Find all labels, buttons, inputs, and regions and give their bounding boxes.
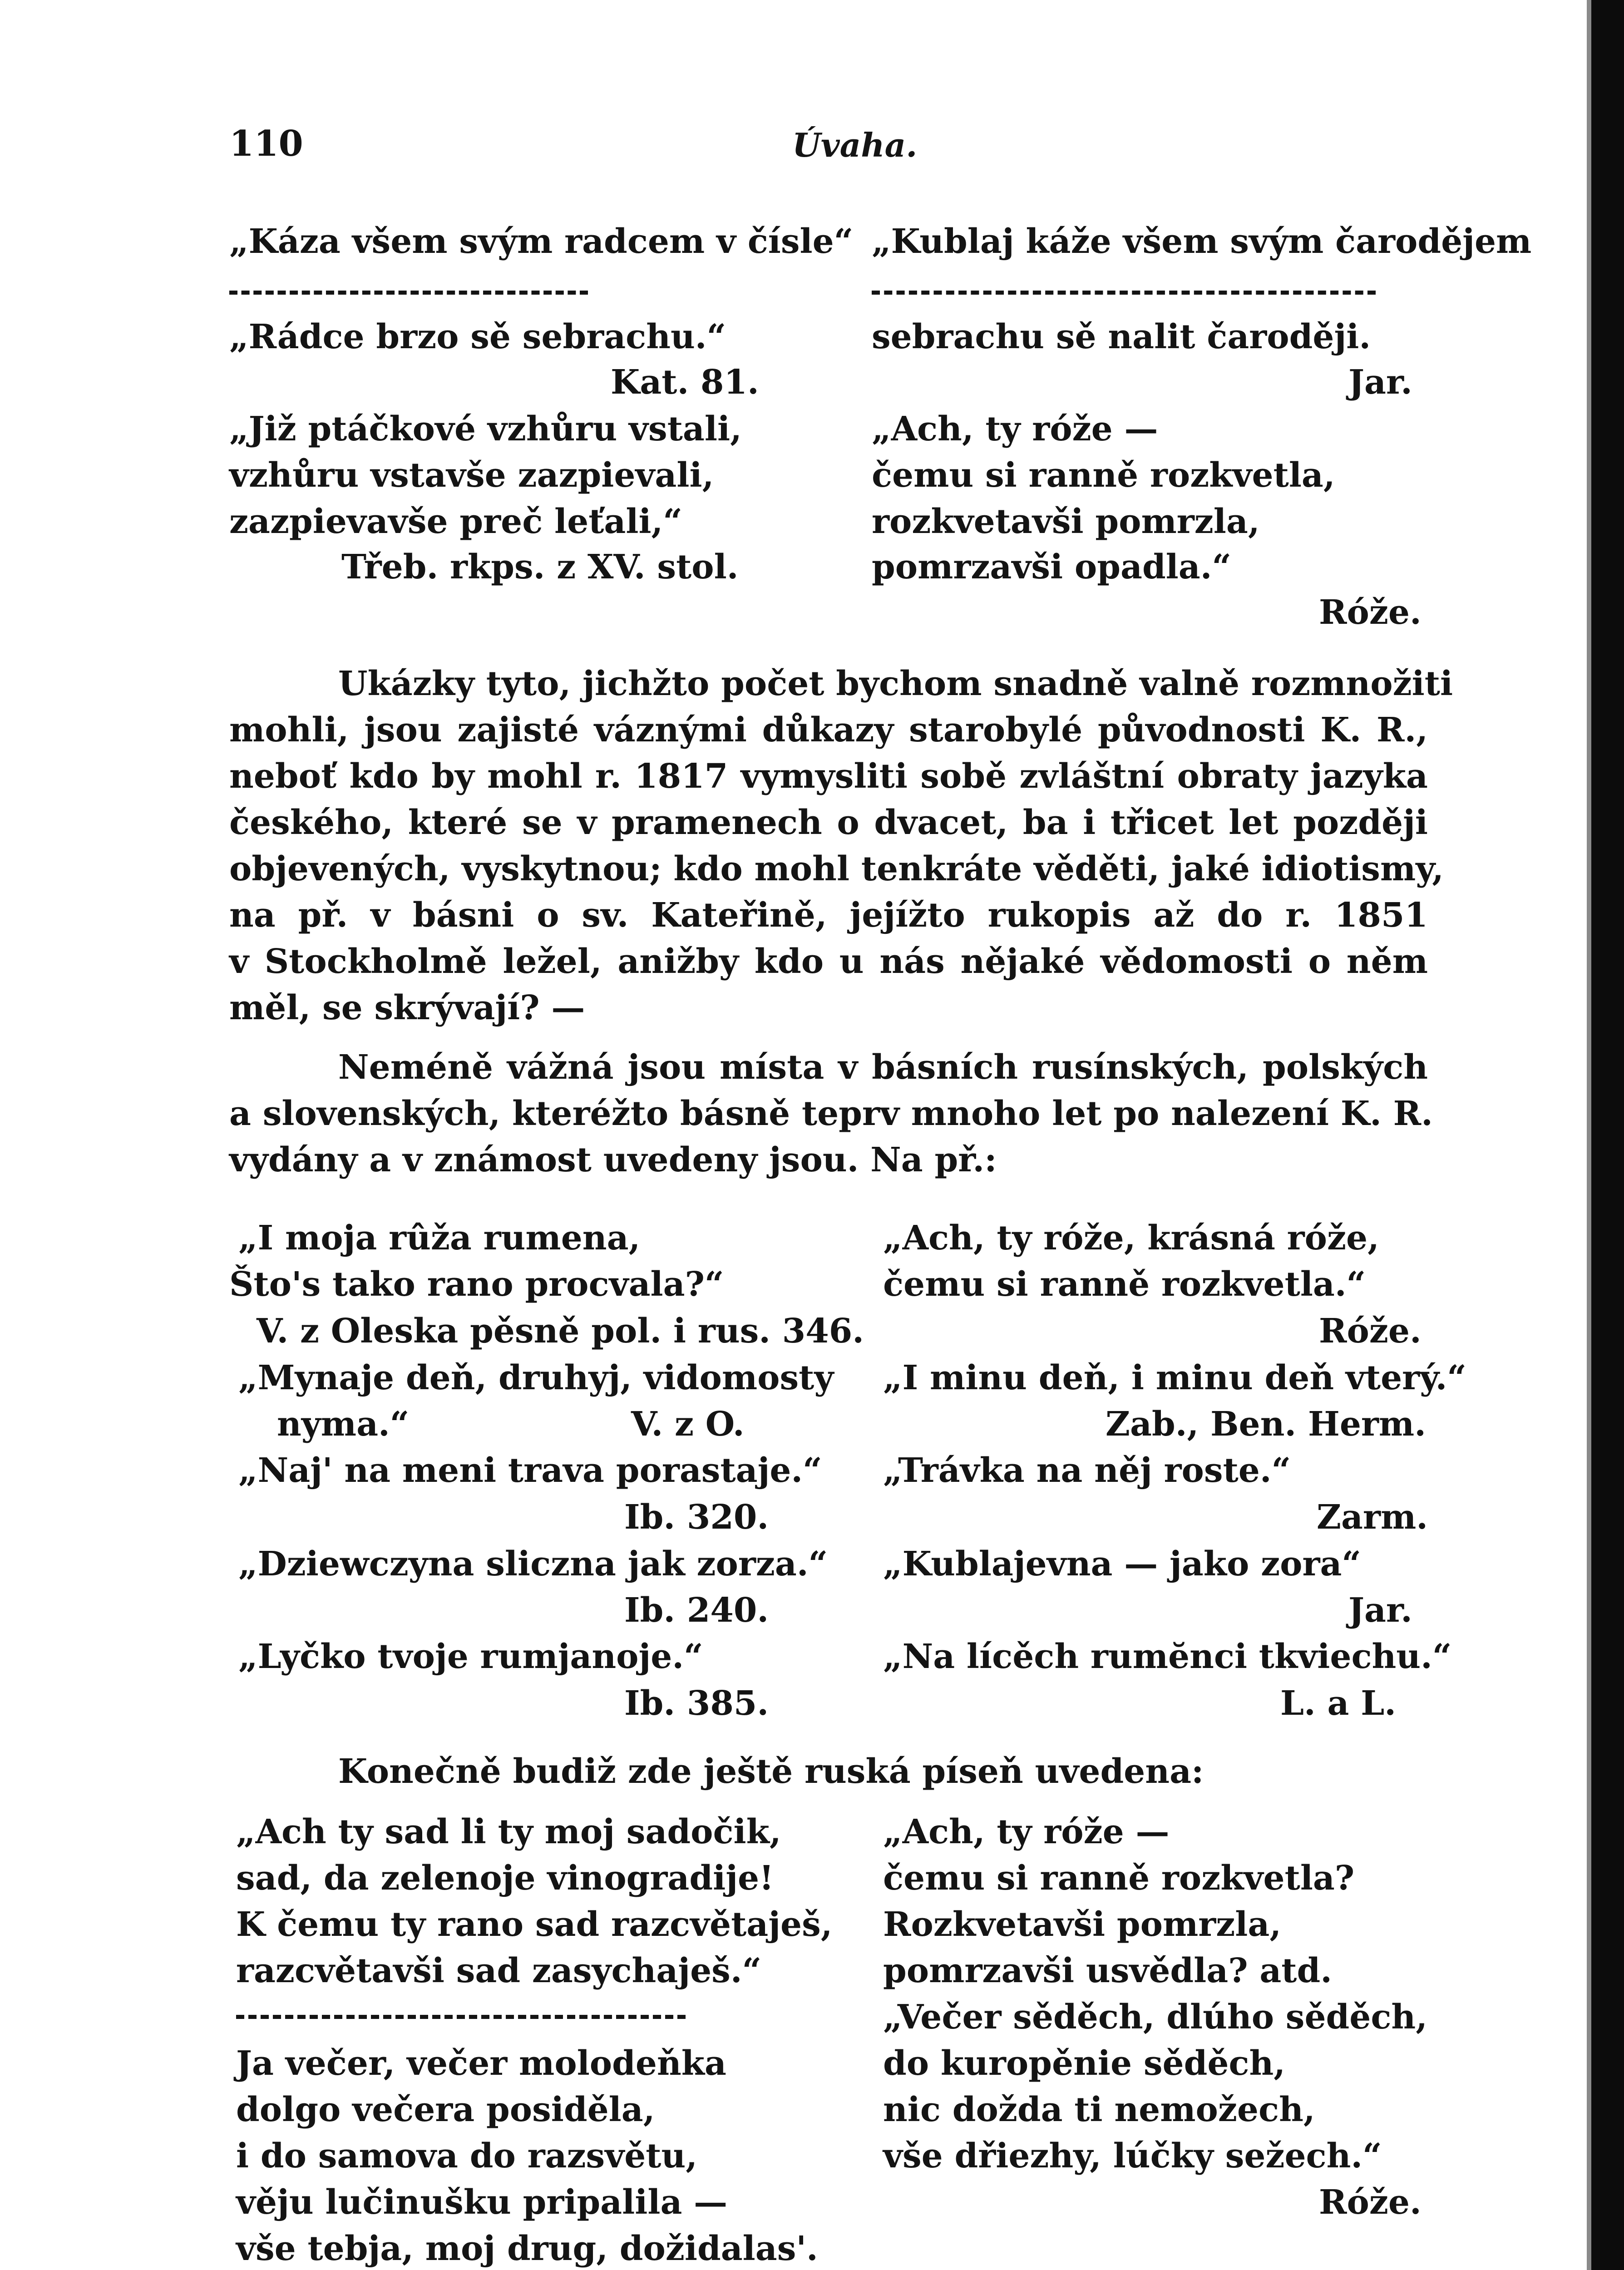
paragraph-line: Ukázky tyto, jichžto počet bychom snadně valně rozmnožiti xyxy=(338,664,1453,703)
source-citation: V. z O. xyxy=(631,1405,745,1444)
source-citation: L. a L. xyxy=(1280,1684,1397,1723)
source-citation: Ib. 240. xyxy=(624,1591,769,1630)
body-paragraph xyxy=(229,661,1453,1031)
verse-line: nyma.“ xyxy=(277,1405,410,1444)
paragraph-line: na př. v básni o sv. Kateřině, jejížto rukopis až do r. 1851 xyxy=(229,896,1428,935)
verse-line: vzhůru vstavše zazpievali, xyxy=(229,456,714,495)
verse-line: „Kublajevna — jako zora“ xyxy=(883,1545,1361,1584)
paragraph-line: objevených, vyskytnou; kdo mohl tenkráte věděti, jaké idiotismy, xyxy=(229,849,1444,888)
source-citation: Ib. 320. xyxy=(624,1498,769,1537)
paragraph-line: měl, se skrývají? — xyxy=(229,988,585,1027)
verse-line: „Ach, ty róže, krásná róže, xyxy=(883,1219,1379,1258)
verse-line: Što's tako rano procvala?“ xyxy=(229,1265,724,1304)
ellipsis-rule xyxy=(236,2015,686,2019)
paragraph-line: a slovenských, kteréžto básně teprv mnoho let po nalezení K. R. xyxy=(229,1094,1433,1133)
paragraph-line: vydány a v známost uvedeny jsou. Na př.: xyxy=(229,1140,997,1179)
verse-line: „Trávka na něj roste.“ xyxy=(883,1451,1291,1490)
running-title: Úvaha. xyxy=(792,126,918,164)
source-citation: Róže. xyxy=(1319,2183,1422,2222)
verse-line: „Ach ty sad li ty moj sadočik, xyxy=(236,1812,781,1851)
verse-line: zazpievavše preč leťali,“ xyxy=(229,502,682,541)
verse-line: sad, da zelenoje vinogradije! xyxy=(236,1859,774,1898)
paragraph-line: v Stockholmě ležel, anižby kdo u nás nějaké vědomosti o něm xyxy=(229,942,1428,981)
verse-line: „Na lícěch rumĕnci tkviechu.“ xyxy=(883,1637,1452,1676)
source-citation: V. z Oleska pěsně pol. i rus. 346. xyxy=(257,1312,864,1351)
verse-line: „Káza všem svým radcem v čísle“ xyxy=(229,222,854,261)
page-edge-shadow xyxy=(1587,0,1591,2270)
verse-line: „Večer sěděch, dlúho sěděch, xyxy=(883,1998,1427,2037)
verse-line: „I moja rûža rumena, xyxy=(238,1219,641,1258)
verse-line: čemu si ranně rozkvetla, xyxy=(872,456,1335,495)
paragraph-line: mohli, jsou zajisté váznými důkazy starobylé původnosti K. R., xyxy=(229,711,1428,750)
body-paragraph xyxy=(229,1044,1433,1183)
body-paragraph: Konečně budiž zde ještě ruská píseň uvedena: xyxy=(338,1752,1204,1791)
verse-line: vše tebja, moj drug, dožidalas'. xyxy=(236,2229,818,2268)
verse-line: vše dřiezhy, lúčky sežech.“ xyxy=(883,2137,1382,2176)
verse-line: čemu si ranně rozkvetla.“ xyxy=(883,1265,1366,1304)
source-citation: Ib. 385. xyxy=(624,1684,769,1723)
verse-line: „Mynaje deň, druhyj, vidomosty xyxy=(238,1358,834,1397)
verse-line: nic dožda ti nemožech, xyxy=(883,2090,1315,2129)
verse-line: i do samova do razsvětu, xyxy=(236,2137,698,2176)
verse-line: dolgo večera posiděla, xyxy=(236,2090,655,2129)
verse-line: Ja večer, večer molodeňka xyxy=(236,2044,727,2083)
verse-line: „Kublaj káže všem svým čarodějem xyxy=(872,222,1532,261)
verse-line: razcvětavši sad zasychaješ.“ xyxy=(236,1951,762,1990)
source-citation: Zarm. xyxy=(1317,1498,1428,1537)
ellipsis-rule xyxy=(229,291,588,295)
ellipsis-rule xyxy=(872,291,1376,295)
verse-line: čemu si ranně rozkvetla? xyxy=(883,1859,1355,1898)
verse-line: „Ach, ty róže — xyxy=(883,1812,1170,1851)
source-citation: Zab., Ben. Herm. xyxy=(1106,1405,1426,1444)
page-edge xyxy=(1591,0,1624,2270)
verse-line: „Dziewczyna sliczna jak zorza.“ xyxy=(238,1545,828,1584)
source-citation: Róže. xyxy=(1319,1312,1422,1351)
verse-line: „Lyčko tvoje rumjanoje.“ xyxy=(238,1637,703,1676)
paragraph-line: Neméně vážná jsou místa v básních rusínských, polských xyxy=(338,1048,1428,1087)
source-citation: Jar. xyxy=(1348,1591,1412,1630)
verse-line: „Rádce brzo sě sebrachu.“ xyxy=(229,317,726,356)
source-citation: Kat. 81. xyxy=(611,363,759,402)
paragraph-line: českého, které se v pramenech o dvacet, ba i třicet let později xyxy=(229,803,1428,842)
verse-line: pomrzavši opadla.“ xyxy=(872,548,1232,587)
page-number: 110 xyxy=(229,123,303,164)
verse-line: „Naj' na meni trava porastaje.“ xyxy=(238,1451,822,1490)
verse-line: do kuropěnie sěděch, xyxy=(883,2044,1286,2083)
verse-line: „I minu deň, i minu deň vterý.“ xyxy=(883,1358,1466,1397)
source-citation: Róže. xyxy=(1319,593,1422,632)
verse-line: rozkvetavši pomrzla, xyxy=(872,502,1260,541)
verse-line: „Již ptáčkové vzhůru vstali, xyxy=(229,410,742,449)
paragraph-line: neboť kdo by mohl r. 1817 vymysliti sobě zvláštní obraty jazyka xyxy=(229,757,1428,796)
verse-line: sebrachu sě nalit čaroději. xyxy=(872,317,1371,356)
verse-line: věju lučinušku pripalila — xyxy=(236,2183,728,2222)
verse-line: „Ach, ty róže — xyxy=(872,410,1158,449)
verse-line: Rozkvetavši pomrzla, xyxy=(883,1905,1282,1944)
source-citation: Jar. xyxy=(1348,363,1412,402)
verse-line: K čemu ty rano sad razcvětaješ, xyxy=(236,1905,833,1944)
source-citation: Třeb. rkps. z XV. stol. xyxy=(341,548,739,587)
verse-line: pomrzavši usvědla? atd. xyxy=(883,1951,1332,1990)
